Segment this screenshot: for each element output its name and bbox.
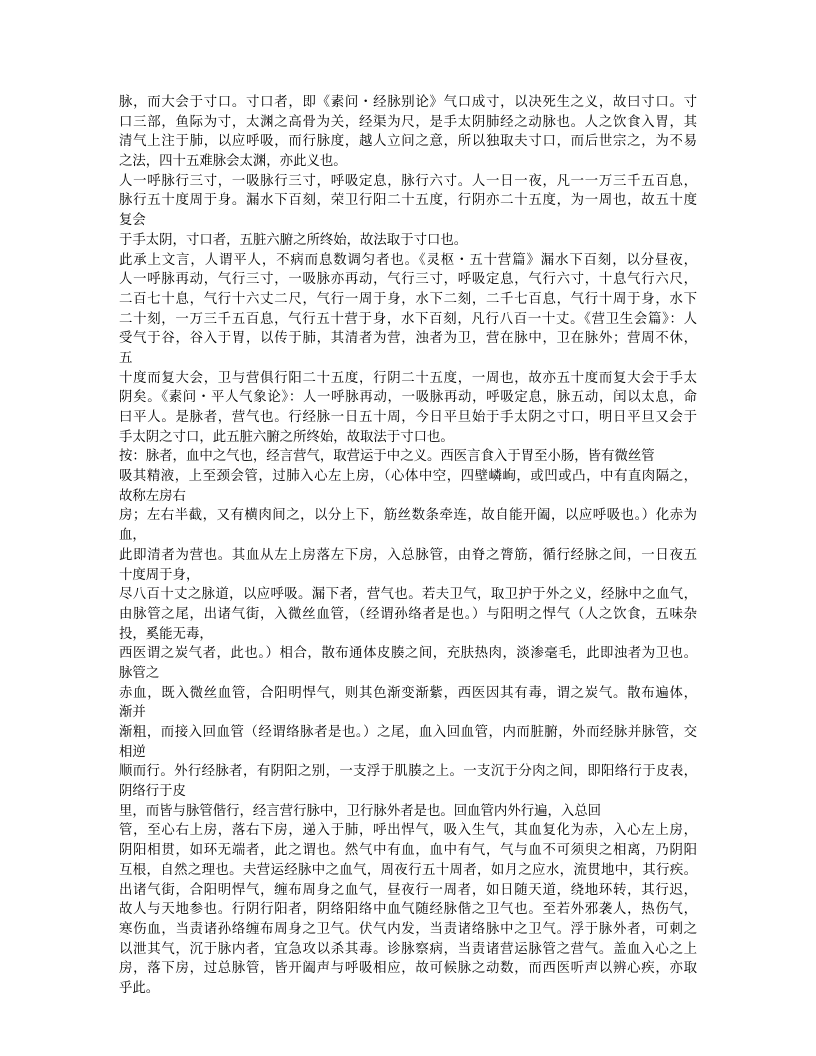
text-line: 口三部，鱼际为寸，太渊之高骨为关，经渠为尺，是手太阴肺经之动脉也。人之饮食入胃，其 [119,114,697,130]
text-line: 十度周于身， [119,567,200,583]
text-line: 互根，自然之理也。夫营运经脉中之血气，周夜行五十周者，如月之应水，流贯地中，其行疾。 [119,862,697,878]
text-line: 西医谓之炭气者，此也。）相合，散布通体皮腠之间，充肤热肉，淡渗毫毛，此即浊者为卫也。 [119,646,697,662]
text-line: 之法，四十五难脉会太渊，亦此义也。 [119,154,347,170]
text-line: 渐粗，而接入回血管（经谓络脉者是也。）之尾，血入回血管，内而脏腑，外而经脉并脉管，交 [119,725,697,740]
text-line: 顺而行。外行经脉者，有阴阳之别，一支浮于肌腠之上。一支沉于分肉之间，即阳络行于皮表， [119,764,697,780]
text-line: 二十刻，一万三千五百息，气行五十营于身，水下百刻，凡行八百一十丈。《营卫生会篇》：人 [119,311,697,327]
text-line: 出诸气街，合阳明悍气，缠布周身之血气，昼夜行一周者，如日随天道，绕地环转，其行迟， [119,882,697,898]
text-line: 故称左房右 [119,488,186,504]
text-line: 曰平人。是脉者，营气也。行经脉一日五十周，今日平旦始于手太阴之寸口，明日平旦又会于 [119,410,697,425]
text-line: 脉，而大会于寸口。寸口者，即《素问・经脉别论》气口成寸，以决死生之义，故曰寸口。寸 [119,95,697,110]
text-line: 受气于谷，谷入于胃，以传于肺，其清者为营，浊者为卫，营在脉中，卫在脉外；营周不休， [119,331,697,347]
text-line: 里，而皆与脉管偕行，经言营行脉中，卫行脉外者是也。回血管内外行遍，入总回 [119,803,602,819]
text-line: 尽八百十丈之脉道，以应呼吸。漏下者，营气也。若夫卫气，取卫护于外之义，经脉中之血气， [119,587,697,603]
text-line: 相逆 [119,744,146,760]
text-line: 乎此。 [119,980,160,996]
text-line: 由脉管之尾，出诸气街，入微丝血管，（经谓孙络者是也。）与阳明之悍气（人之饮食，五味杂 [119,606,697,622]
text-line: 按：脉者，血中之气也，经言营气，取营运于中之义。西医言食入于胃至小肠，皆有微丝管 [119,449,655,465]
text-line: 清气上注于肺，以应呼吸，而行脉度，越人立问之意，所以独取夫寸口，而后世宗之，为不易 [119,134,697,150]
text-line: 于手太阴，寸口者，五脏六腑之所终始，故法取于寸口也。 [119,232,468,248]
text-line: 故人与天地参也。行阴行阳者，阴络阳络中血气随经脉偕之卫气也。至若外邪袭人，热伤气， [119,902,697,918]
text-line: 脉行五十度周于身。漏水下百刻，荣卫行阳二十五度，行阴亦二十五度，为一周也，故五十度 [119,193,697,209]
text-line: 寒伤血，当责诸孙络缠布周身之卫气。伏气内发，当责诸络脉中之卫气。浮于脉外者，可刺之 [119,921,697,937]
text-line: 赤血，既入微丝血管，合阳明悍气，则其色渐变渐紫，西医因其有毒，谓之炭气。散布遍体， [119,685,697,701]
text-line: 管，至心右上房，落右下房，递入于肺，呼出悍气，吸入生气，其血复化为赤，入心左上房， [119,823,697,839]
text-line: 手太阴之寸口，此五脏六腑之所终始，故取法于寸口也。 [119,429,454,445]
text-line: 投，奚能无毒， [119,626,213,642]
text-line: 二百七十息，气行十六丈二尺，气行一周于身，水下二刻，二千七百息，气行十周于身，水下 [119,291,697,307]
text-line: 房；左右半截，又有横肉间之，以分上下，筋丝数条牵连，故自能开阖，以应呼吸也。）化赤为 [119,508,697,524]
text-line: 血， [119,528,146,544]
text-line: 以泄其气，沉于脉内者，宜急攻以杀其毒。诊脉察病，当责诸营运脉管之营气。盖血入心之上 [119,941,697,957]
text-line: 复会 [119,213,146,229]
text-line: 房，落下房，过总脉管，皆开阖声与呼吸相应，故可候脉之动数，而西医听声以辨心疾，亦取 [119,961,697,977]
text-line: 人一呼脉再动，气行三寸，一吸脉亦再动，气行三寸，呼吸定息，气行六寸，十息气行六尺， [119,272,697,288]
text-line: 阴阳相贯，如环无端者，此之谓也。然气中有血，血中有气，气与血不可须臾之相离，乃阴阳 [119,843,697,859]
document-page [119,93,697,999]
text-line: 吸其精液，上至颈会管，过肺入心左上房，（心体中空，四壁嶙峋，或凹或凸，中有直肉隔之， [119,469,697,485]
text-line: 阴矣。《素问・平人气象论》：人一呼脉再动，一吸脉再动，呼吸定息，脉五动，闰以太息，命 [119,390,697,406]
text-line: 阴络行于皮 [119,784,186,800]
text-line: 人一呼脉行三寸，一吸脉行三寸，呼吸定息，脉行六寸。人一日一夜，凡一一万三千五百息， [119,173,697,189]
text-line: 十度而复大会，卫与营俱行阳二十五度，行阴二十五度，一周也，故亦五十度而复大会于手太 [119,370,697,386]
text-line: 渐并 [119,705,146,721]
text-line: 此承上文言，人谓平人，不病而息数调匀者也。《灵枢・五十营篇》漏水下百刻，以分昼夜， [119,252,697,268]
text-line: 脉管之 [119,665,160,681]
text-line: 此即清者为营也。其血从左上房落左下房，入总脉管，由脊之膂筋，循行经脉之间，一日夜五 [119,547,697,563]
text-line: 五 [119,350,133,366]
